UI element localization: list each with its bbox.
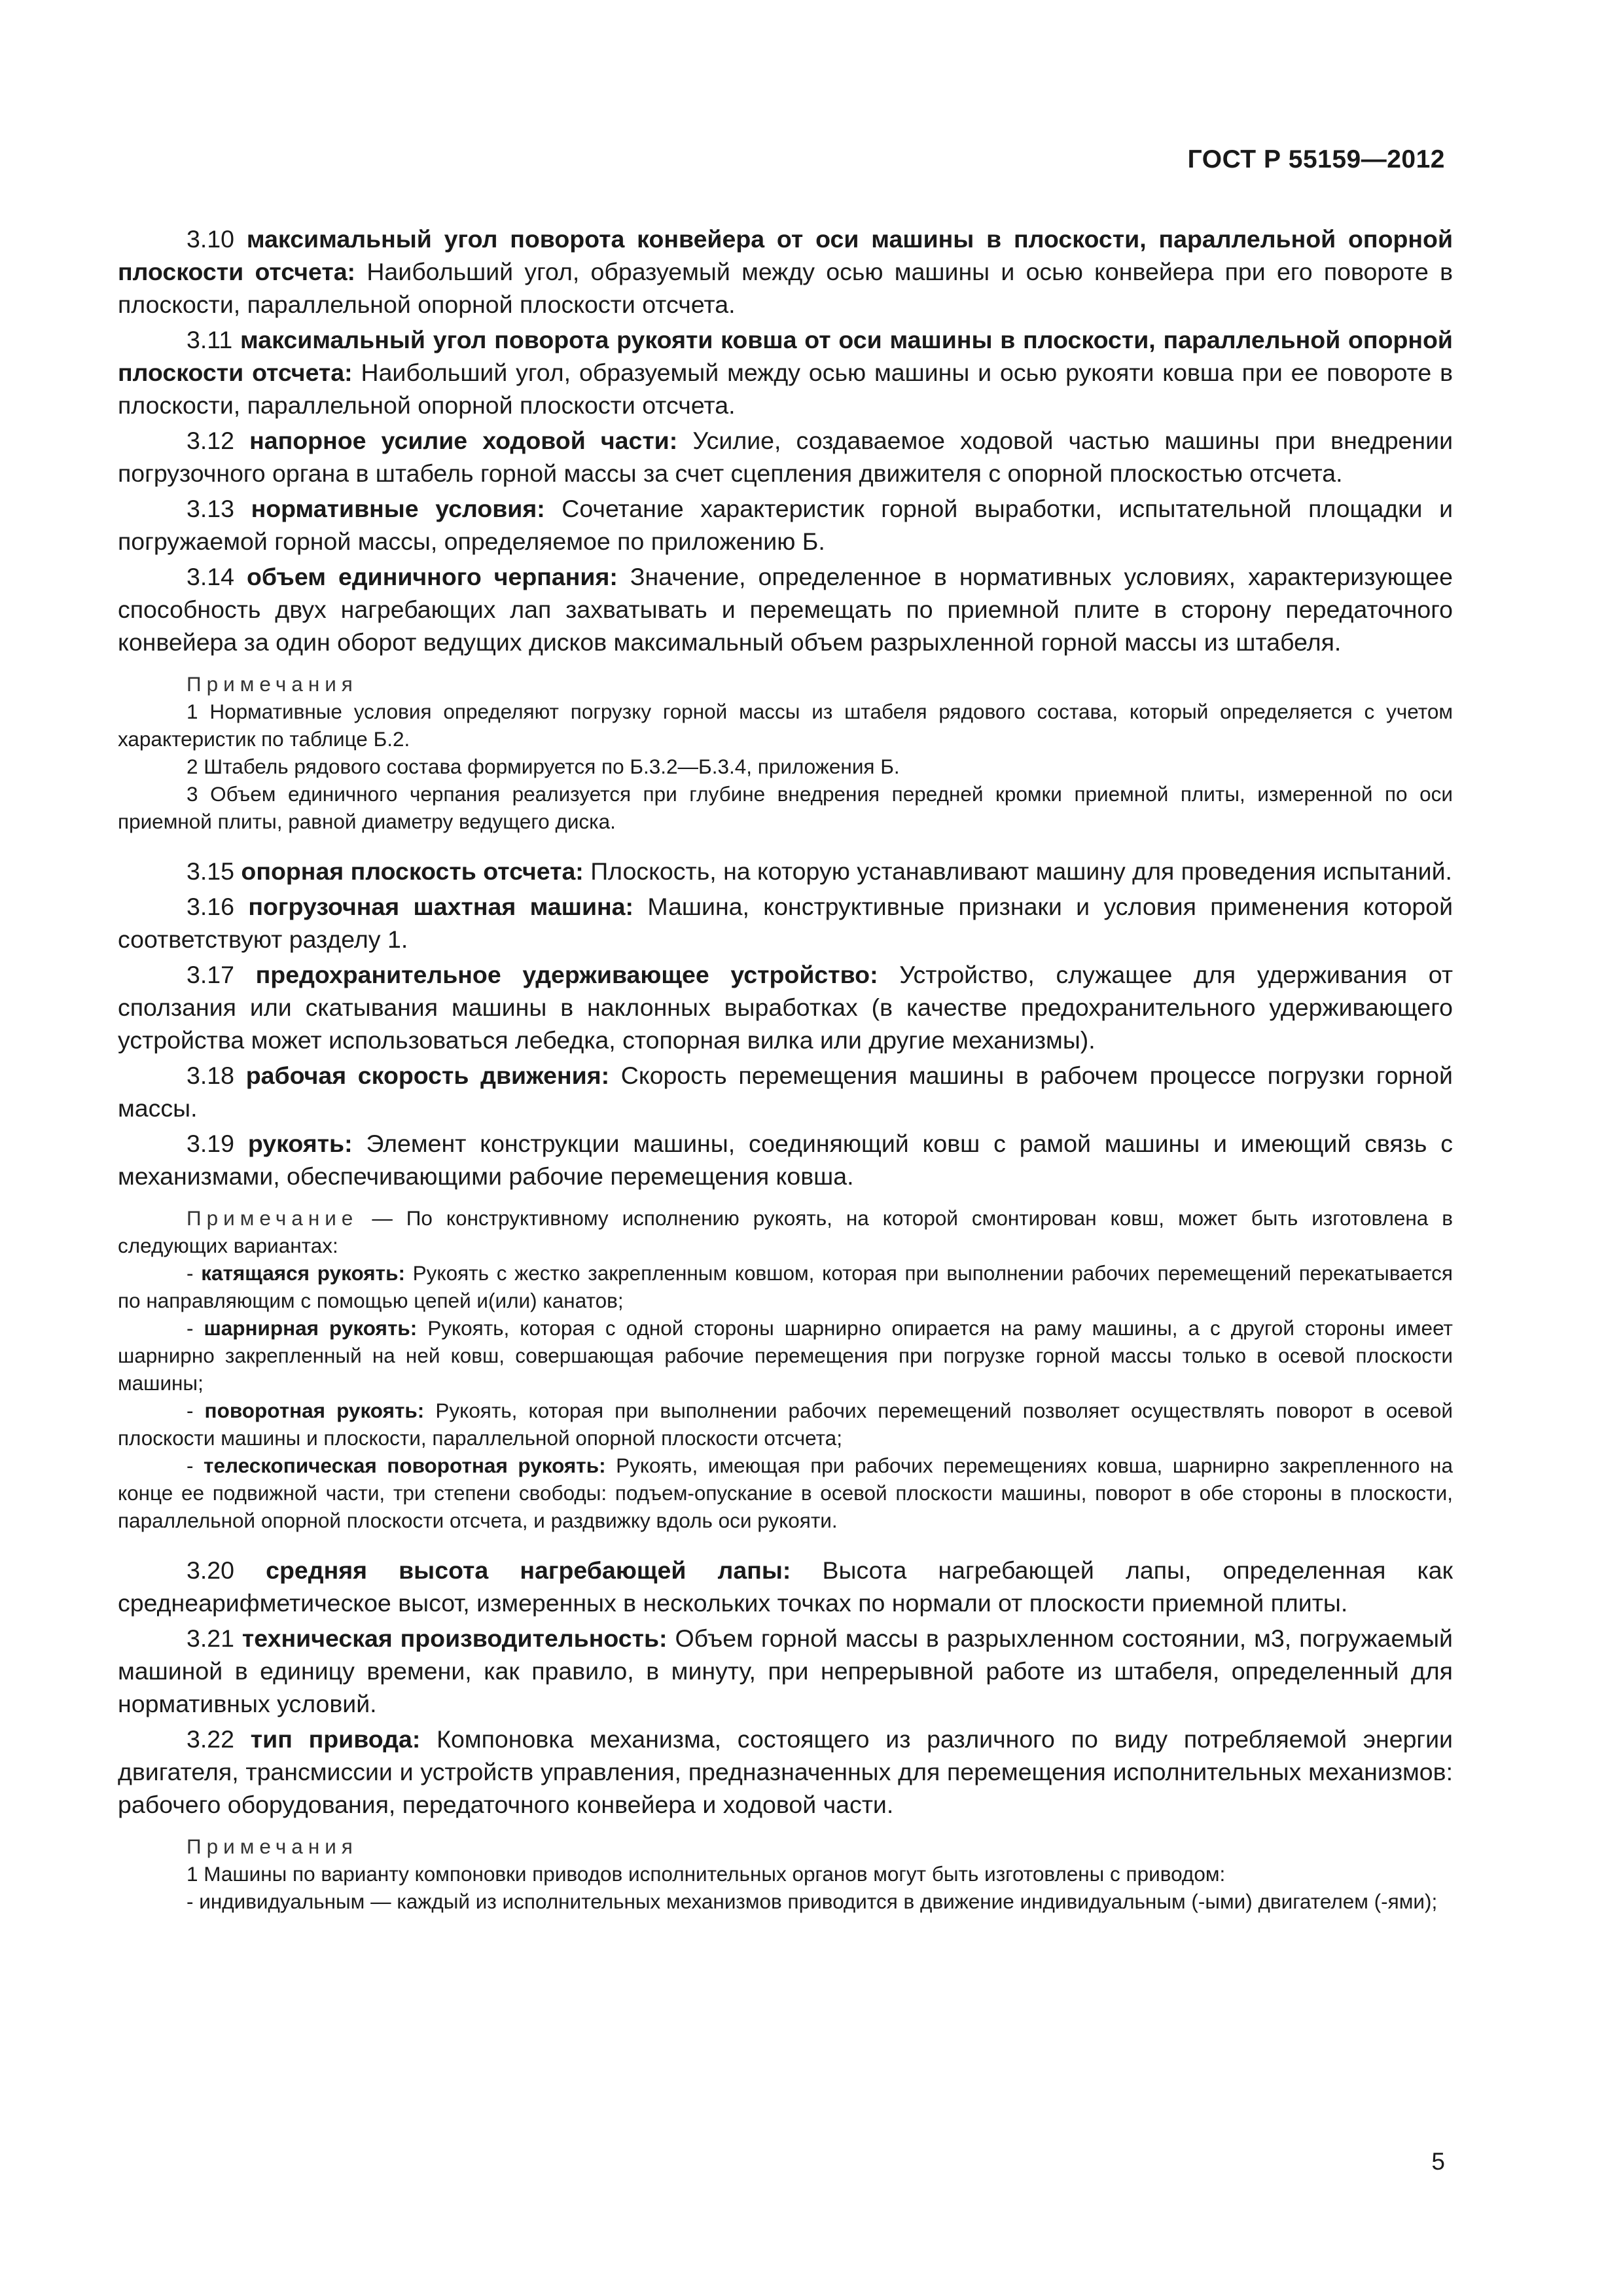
note-term: шарнирная рукоять: bbox=[204, 1316, 418, 1340]
term-number: 3.12 bbox=[187, 427, 234, 454]
note-text: Рукоять, имеющая при рабочих перемещениях ковша, шарнирно закрепленного на конце ее подвижной части, три степени свободы: подъем-опускание в осевой плоскости машины, поворот в обе стороны в плоскости, параллельной опорной плоскости отсчета, и раздвижку вдоль оси рукояти. bbox=[118, 1454, 1453, 1532]
term-definition: Усилие, создаваемое ходовой частью машины при внедрении погрузочного органа в штабель горной массы за счет сцепления движителя с опорной плоскостью отсчета. bbox=[118, 427, 1454, 487]
note-text: Рукоять, которая при выполнении рабочих перемещений позволяет осуществлять поворот в осевой плоскости машины и плоскости, параллельной опорной плоскости отсчета; bbox=[118, 1399, 1453, 1450]
term-title: напорное усилие ходовой части: bbox=[249, 427, 678, 454]
page-number: 5 bbox=[1431, 2148, 1445, 2175]
term-3-16 bbox=[118, 890, 1453, 956]
note-item: - катящаяся рукоять: Рукоять с жестко закрепленным ковшом, которая при выполнении рабочих перемещений перекатывается по направляющим с помощью цепей и(или) канатов; bbox=[118, 1261, 1453, 1312]
term-definition: Наибольший угол, образуемый между осью машины и осью рукояти ковша при ее повороте в плоскости, параллельной опорной плоскости отсчета. bbox=[118, 359, 1453, 419]
note-item: 3 Объем единичного черпания реализуется при глубине внедрения передней кромки приемной плиты, измеренной по оси приемной плиты, равной диаметру ведущего диска. bbox=[118, 782, 1453, 833]
note-text: Рукоять с жестко закрепленным ковшом, которая при выполнении рабочих перемещений перекатывается по направляющим с помощью цепей и(или) канатов; bbox=[118, 1261, 1453, 1312]
notes-heading: Примечания bbox=[187, 672, 358, 696]
term-number: 3.20 bbox=[187, 1556, 234, 1584]
term-3-10 bbox=[118, 223, 1453, 321]
term-number: 3.19 bbox=[187, 1130, 234, 1157]
term-title: опорная плоскость отсчета: bbox=[241, 857, 584, 885]
term-title: максимальный угол поворота рукояти ковша от оси машины в плоскости, параллельной опорной плоскости отсчета: bbox=[118, 326, 1453, 386]
term-title: тип привода: bbox=[250, 1725, 421, 1753]
note-item: - поворотная рукоять: Рукоять, которая при выполнении рабочих перемещений позволяет осуществлять поворот в осевой плоскости машины и плоскости, параллельной опорной плоскости отсчета; bbox=[118, 1399, 1453, 1450]
note-item: - шарнирная рукоять: Рукоять, которая с одной стороны шарнирно опирается на раму машины, а с другой стороны имеет шарнирно закрепленный на ней ковш, совершающая рабочие перемещения при погрузке горной массы только в осевой плоскости машины; bbox=[118, 1316, 1453, 1395]
term-number: 3.15 bbox=[187, 857, 234, 885]
note-term: катящаяся рукоять: bbox=[201, 1261, 405, 1285]
term-number: 3.22 bbox=[187, 1725, 234, 1753]
term-3-13 bbox=[118, 492, 1453, 558]
terms-group-a bbox=[118, 223, 1453, 658]
document-code: ГОСТ Р 55159—2012 bbox=[1187, 145, 1445, 173]
term-definition: Компоновка механизма, состоящего из различного по виду потребляемой энергии двигателя, трансмиссии и устройств управления, предназначенных для перемещения исполнительных механизмов: рабочего оборудования, передаточного конвейера и ходовой части. bbox=[118, 1725, 1454, 1818]
term-definition: Устройство, служащее для удерживания от сползания или скатывания машины в наклонных выработках (в качестве предохранительного удерживающего устройства может использоваться лебедка, стопорная вилка или другие механизмы). bbox=[118, 961, 1454, 1054]
term-3-21 bbox=[118, 1622, 1453, 1720]
note-term: телескопическая поворотная рукоять: bbox=[204, 1454, 606, 1477]
note-item: 2 Штабель рядового состава формируется по Б.3.2—Б.3.4, приложения Б. bbox=[187, 755, 900, 778]
note-item: 1 Нормативные условия определяют погрузку горной массы из штабеля рядового состава, который определяется с учетом характеристик по таблице Б.2. bbox=[118, 700, 1453, 751]
notes-heading: Примечания bbox=[187, 1835, 358, 1858]
term-title: средняя высота нагребающей лапы: bbox=[266, 1556, 791, 1584]
term-definition: Сочетание характеристик горной выработки, испытательной площадки и погружаемой горной массы, определяемое по приложению Б. bbox=[118, 495, 1454, 555]
term-3-17 bbox=[118, 958, 1453, 1056]
term-definition: Значение, определенное в нормативных условиях, характеризующее способность двух нагребающих лап захватывать и перемещать по приемной плите в сторону передаточного конвейера за один оборот ведущих дисков максимальный объем разрыхленной горной массы из штабеля. bbox=[118, 563, 1453, 656]
term-number: 3.17 bbox=[187, 961, 234, 988]
term-definition: Объем горной массы в разрыхленном состоянии, м3, погружаемый машиной в единицу времени, как правило, в минуту, при непрерывной работе из штабеля, определенный для нормативных условий. bbox=[118, 1624, 1453, 1717]
term-title: объем единичного черпания: bbox=[246, 563, 618, 590]
term-title: погрузочная шахтная машина: bbox=[248, 893, 634, 920]
term-definition: Скорость перемещения машины в рабочем процессе погрузки горной массы. bbox=[118, 1062, 1453, 1122]
term-title: максимальный угол поворота конвейера от оси машины в плоскости, параллельной опорной плоскости отсчета: bbox=[118, 225, 1453, 285]
notes-block-a bbox=[118, 670, 1453, 835]
note-intro bbox=[118, 1204, 1453, 1259]
term-definition: Элемент конструкции машины, соединяющий ковш с рамой машины и имеющий связь с механизмами, обеспечивающими рабочие перемещения ковша. bbox=[118, 1130, 1453, 1190]
notes-block-c bbox=[118, 1833, 1453, 1915]
term-3-18 bbox=[118, 1059, 1453, 1124]
term-definition: Плоскость, на которую устанавливают машину для проведения испытаний. bbox=[590, 857, 1452, 885]
note-item: 1 Машины по варианту компоновки приводов исполнительных органов могут быть изготовлены с приводом: bbox=[187, 1862, 1226, 1886]
note-intro-text: — По конструктивному исполнению рукоять, на которой смонтирован ковш, может быть изготовлена в следующих вариантах: bbox=[118, 1206, 1453, 1257]
term-3-22 bbox=[118, 1723, 1453, 1821]
term-title: предохранительное удерживающее устройство: bbox=[255, 961, 878, 988]
note-item: - телескопическая поворотная рукоять: Рукоять, имеющая при рабочих перемещениях ковша, шарнирно закрепленного на конце ее подвижной части, три степени свободы: подъем-опускание в осевой плоскости машины, поворот в обе стороны в плоскости, параллельной опорной плоскости отсчета, и раздвижку вдоль оси рукояти. bbox=[118, 1454, 1453, 1532]
term-number: 3.13 bbox=[187, 495, 234, 522]
note-item: - индивидуальным — каждый из исполнительных механизмов приводится в движение индивидуальным (-ыми) двигателем (-ями); bbox=[187, 1890, 1438, 1913]
term-3-19 bbox=[118, 1127, 1453, 1193]
term-3-14 bbox=[118, 560, 1453, 658]
term-number: 3.16 bbox=[187, 893, 234, 920]
term-definition: Высота нагребающей лапы, определенная как среднеарифметическое высот, измеренных в нескольких точках по нормали от плоскости приемной плиты. bbox=[118, 1556, 1454, 1617]
term-title: рабочая скорость движения: bbox=[245, 1062, 610, 1089]
term-definition: Наибольший угол, образуемый между осью машины и осью конвейера при его повороте в плоскости, параллельной опорной плоскости отсчета. bbox=[118, 258, 1454, 318]
term-title: рукоять: bbox=[247, 1130, 353, 1157]
notes-block-b bbox=[118, 1204, 1453, 1534]
term-3-11 bbox=[118, 323, 1453, 422]
term-3-12 bbox=[118, 424, 1453, 490]
term-number: 3.18 bbox=[187, 1062, 234, 1089]
note-lead: Примечание bbox=[187, 1206, 359, 1230]
term-number: 3.10 bbox=[187, 225, 234, 253]
term-title: техническая производительность: bbox=[241, 1624, 668, 1652]
terms-group-b bbox=[118, 855, 1453, 1193]
term-number: 3.21 bbox=[187, 1624, 234, 1652]
note-term: поворотная рукоять: bbox=[204, 1399, 425, 1422]
note-text: Рукоять, которая с одной стороны шарнирно опирается на раму машины, а с другой стороны имеет шарнирно закрепленный на ней ковш, совершающая рабочие перемещения при погрузке горной массы только в осевой плоскости машины; bbox=[118, 1316, 1453, 1395]
term-title: нормативные условия: bbox=[251, 495, 545, 522]
term-number: 3.14 bbox=[187, 563, 234, 590]
term-number: 3.11 bbox=[187, 326, 233, 353]
terms-group-c bbox=[118, 1554, 1453, 1821]
term-3-15 bbox=[118, 855, 1453, 888]
term-definition: Машина, конструктивные признаки и условия применения которой соответствуют разделу 1. bbox=[118, 893, 1454, 953]
term-3-20 bbox=[118, 1554, 1453, 1619]
page-body bbox=[118, 223, 1453, 1935]
